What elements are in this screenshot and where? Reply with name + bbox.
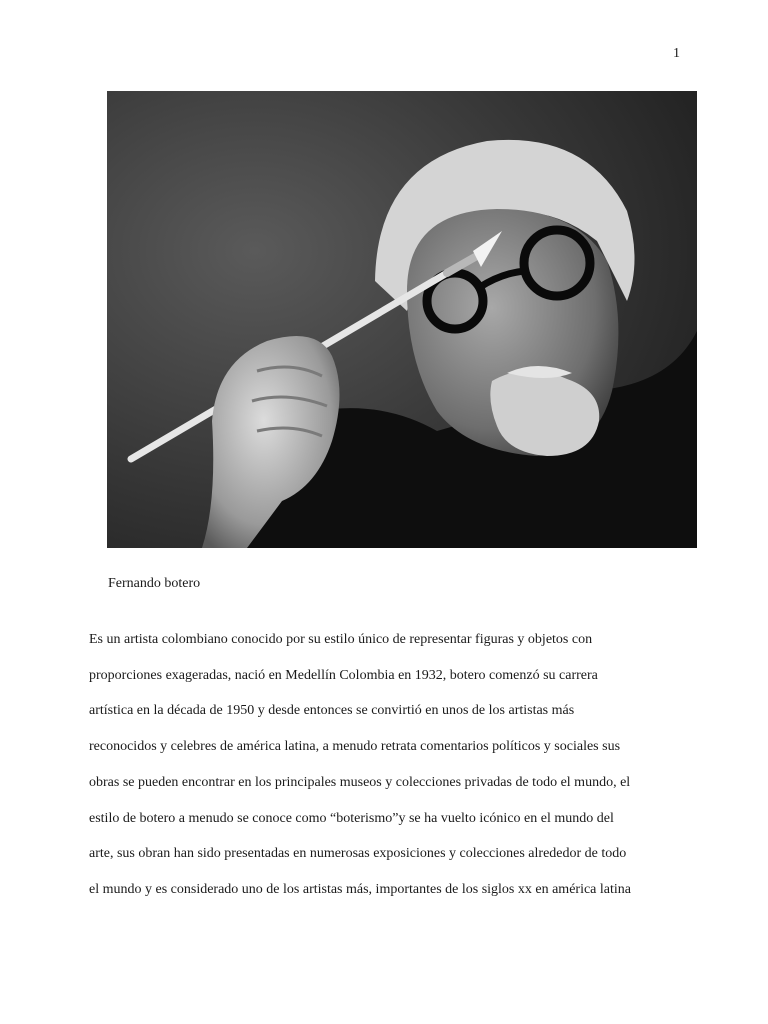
portrait-photo <box>107 91 697 548</box>
body-line: artística en la década de 1950 y desde entonces se convirtió en unos de los artistas más <box>89 703 575 719</box>
body-line: obras se pueden encontrar en los principales museos y colecciones privadas de todo el mundo, el <box>89 774 631 790</box>
body-line: el mundo y es considerado uno de los artistas más, importantes de los siglos xx en américa latina <box>89 881 631 897</box>
portrait-illustration <box>107 91 697 548</box>
body-line: arte, sus obran han sido presentadas en numerosas exposiciones y colecciones alrededor de todo <box>89 846 627 862</box>
figure-caption: Fernando botero <box>108 576 201 591</box>
page-number: 1 <box>673 46 680 61</box>
body-line: proporciones exageradas, nació en Medellín Colombia en 1932, botero comenzó su carrera <box>89 667 598 683</box>
body-line: Es un artista colombiano conocido por su estilo único de representar figuras y objetos con <box>89 632 593 647</box>
body-line: reconocidos y celebres de américa latina, a menudo retrata comentarios políticos y sociales sus <box>89 739 621 755</box>
body-line: estilo de botero a menudo se conoce como “boterismo”y se ha vuelto icónico en el mundo del <box>89 810 614 826</box>
body-paragraph <box>89 622 683 908</box>
